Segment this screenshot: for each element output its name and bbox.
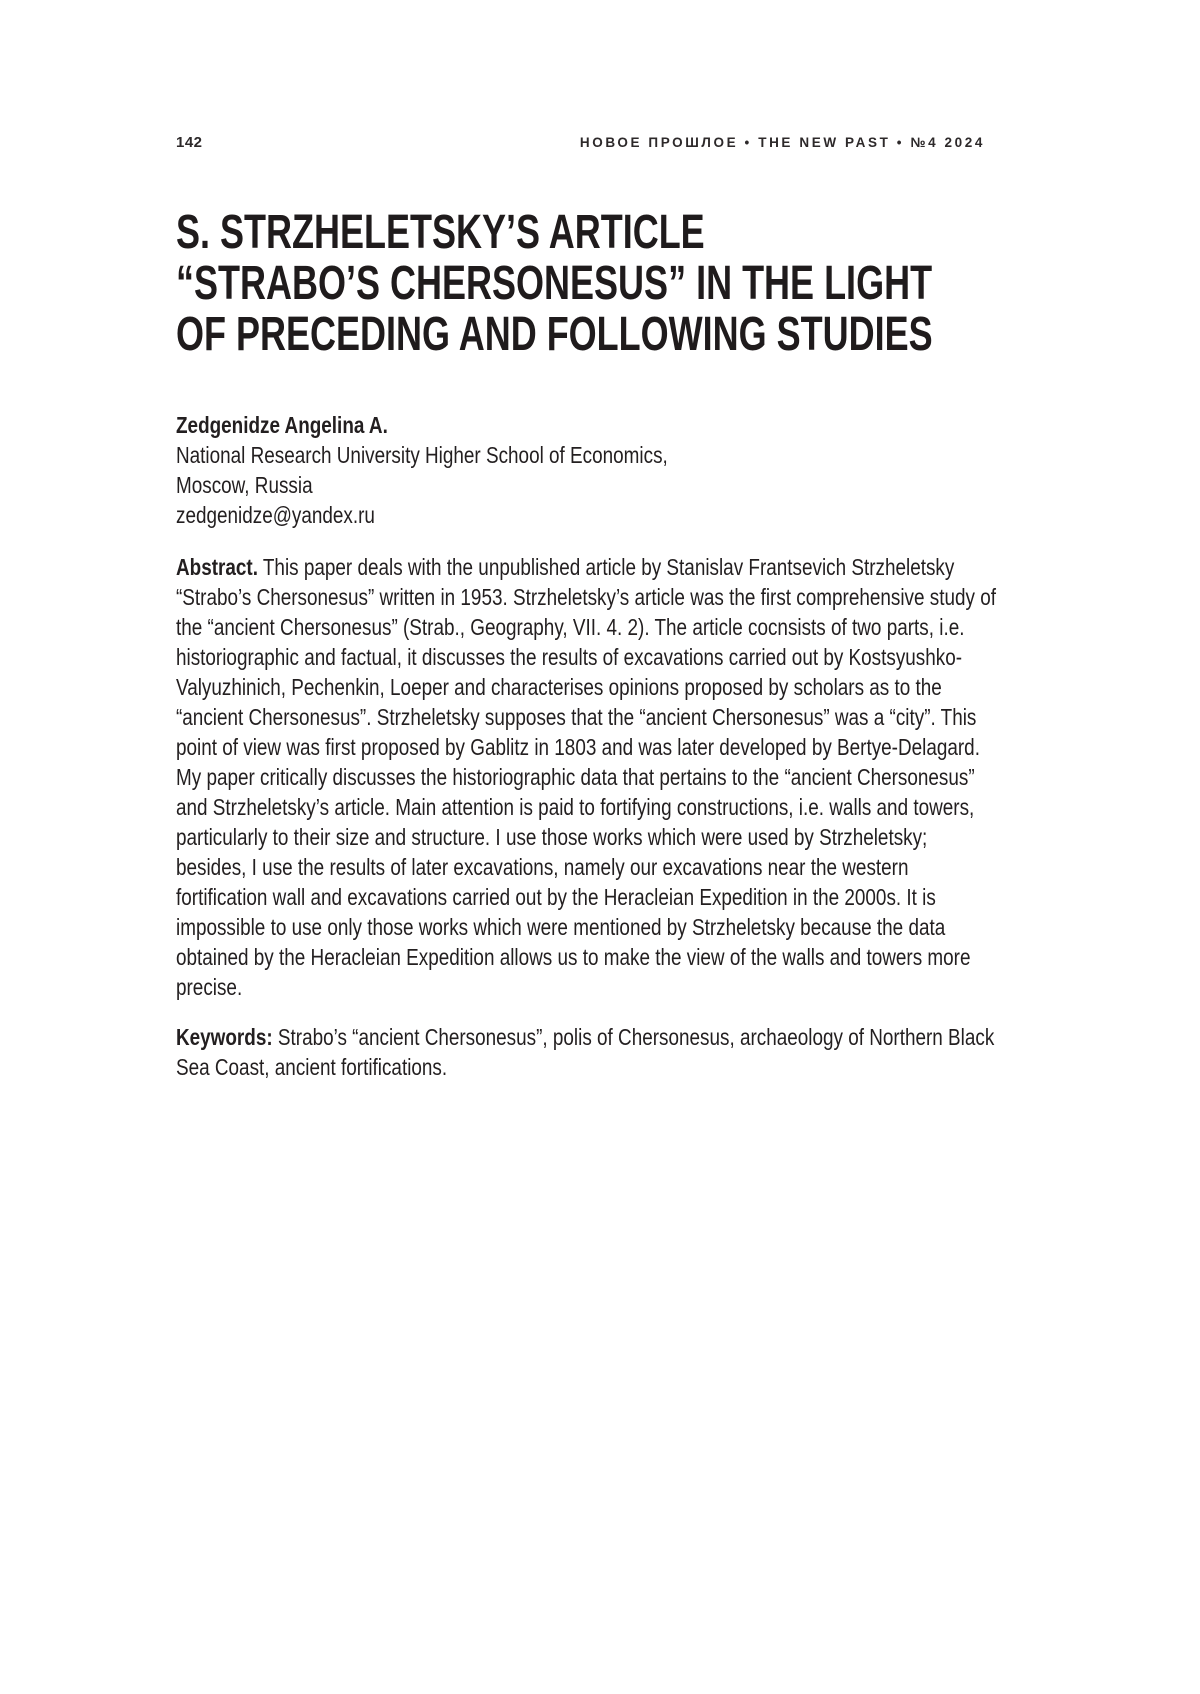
title-line-3: OF PRECEDING AND FOLLOWING STUDIES <box>176 308 933 361</box>
author-name: Zedgenidze Angelina A. <box>176 412 388 438</box>
abstract-text: This paper deals with the unpublished article by Stanislav Frantsevich Strzheletsky “Strabo’s Chersonesus” written in 1953. Strzheletsky’s article was the first comprehensive study of the “ancient Chersonesus” (Strab., Geography, VII. 4. 2). The article cocnsists of two parts, i.e. historiographic and factual, it discusses the results of excavations carried out by Kostsyushko-Valyuzhinich, Pechenkin, Loeper and characterises opinions proposed by scholars as to the “ancient Chersonesus”. Strzheletsky supposes that the “ancient Chersonesus” was a “city”. This point of view was first proposed by Gablitz in 1803 and was later developed by Bertye-Delagard. My paper critically discusses the historiographic data that pertains to the “ancient Chersonesus” and Strzheletsky’s article. Main attention is paid to fortifying constructions, i.e. walls and towers, particularly to their size and structure. I use those works which were used by Strzheletsky; besides, I use the results of later excavations, namely our excavations near the western fortification wall and excavations carried out by the Heracleian Expedition in the 2000s. It is impossible to use only those works which were mentioned by Strzheletsky because the data obtained by the Heracleian Expedition allows us to make the view of the walls and towers more precise. <box>176 554 996 1000</box>
abstract-paragraph <box>176 552 998 1002</box>
keywords-label: Keywords: <box>176 1024 273 1050</box>
keywords-paragraph <box>176 1022 998 1082</box>
journal-running-head: НОВОЕ ПРОШЛОЕ • THE NEW PAST • №4 2024 <box>579 135 985 150</box>
article-content <box>176 207 1200 1082</box>
author-block <box>176 410 998 530</box>
title-block <box>176 207 1001 360</box>
title-line-2: “STRABO’S CHERSONESUS” IN THE LIGHT <box>176 257 933 310</box>
abstract-label: Abstract. <box>176 554 258 580</box>
title-line-1: S. STRZHELETSKY’S ARTICLE <box>176 206 705 259</box>
page-header <box>176 134 985 151</box>
keywords-text: Strabo’s “ancient Chersonesus”, polis of Chersonesus, archaeology of Northern Black Sea Coast, ancient fortifications. <box>176 1024 995 1080</box>
author-city: Moscow, Russia <box>176 472 313 498</box>
author-affiliation: National Research University Higher School of Economics, <box>176 442 668 468</box>
article-title <box>176 207 1001 360</box>
author-email: zedgenidze@yandex.ru <box>176 502 375 528</box>
page-number: 142 <box>176 134 203 151</box>
article-body <box>176 410 998 1082</box>
